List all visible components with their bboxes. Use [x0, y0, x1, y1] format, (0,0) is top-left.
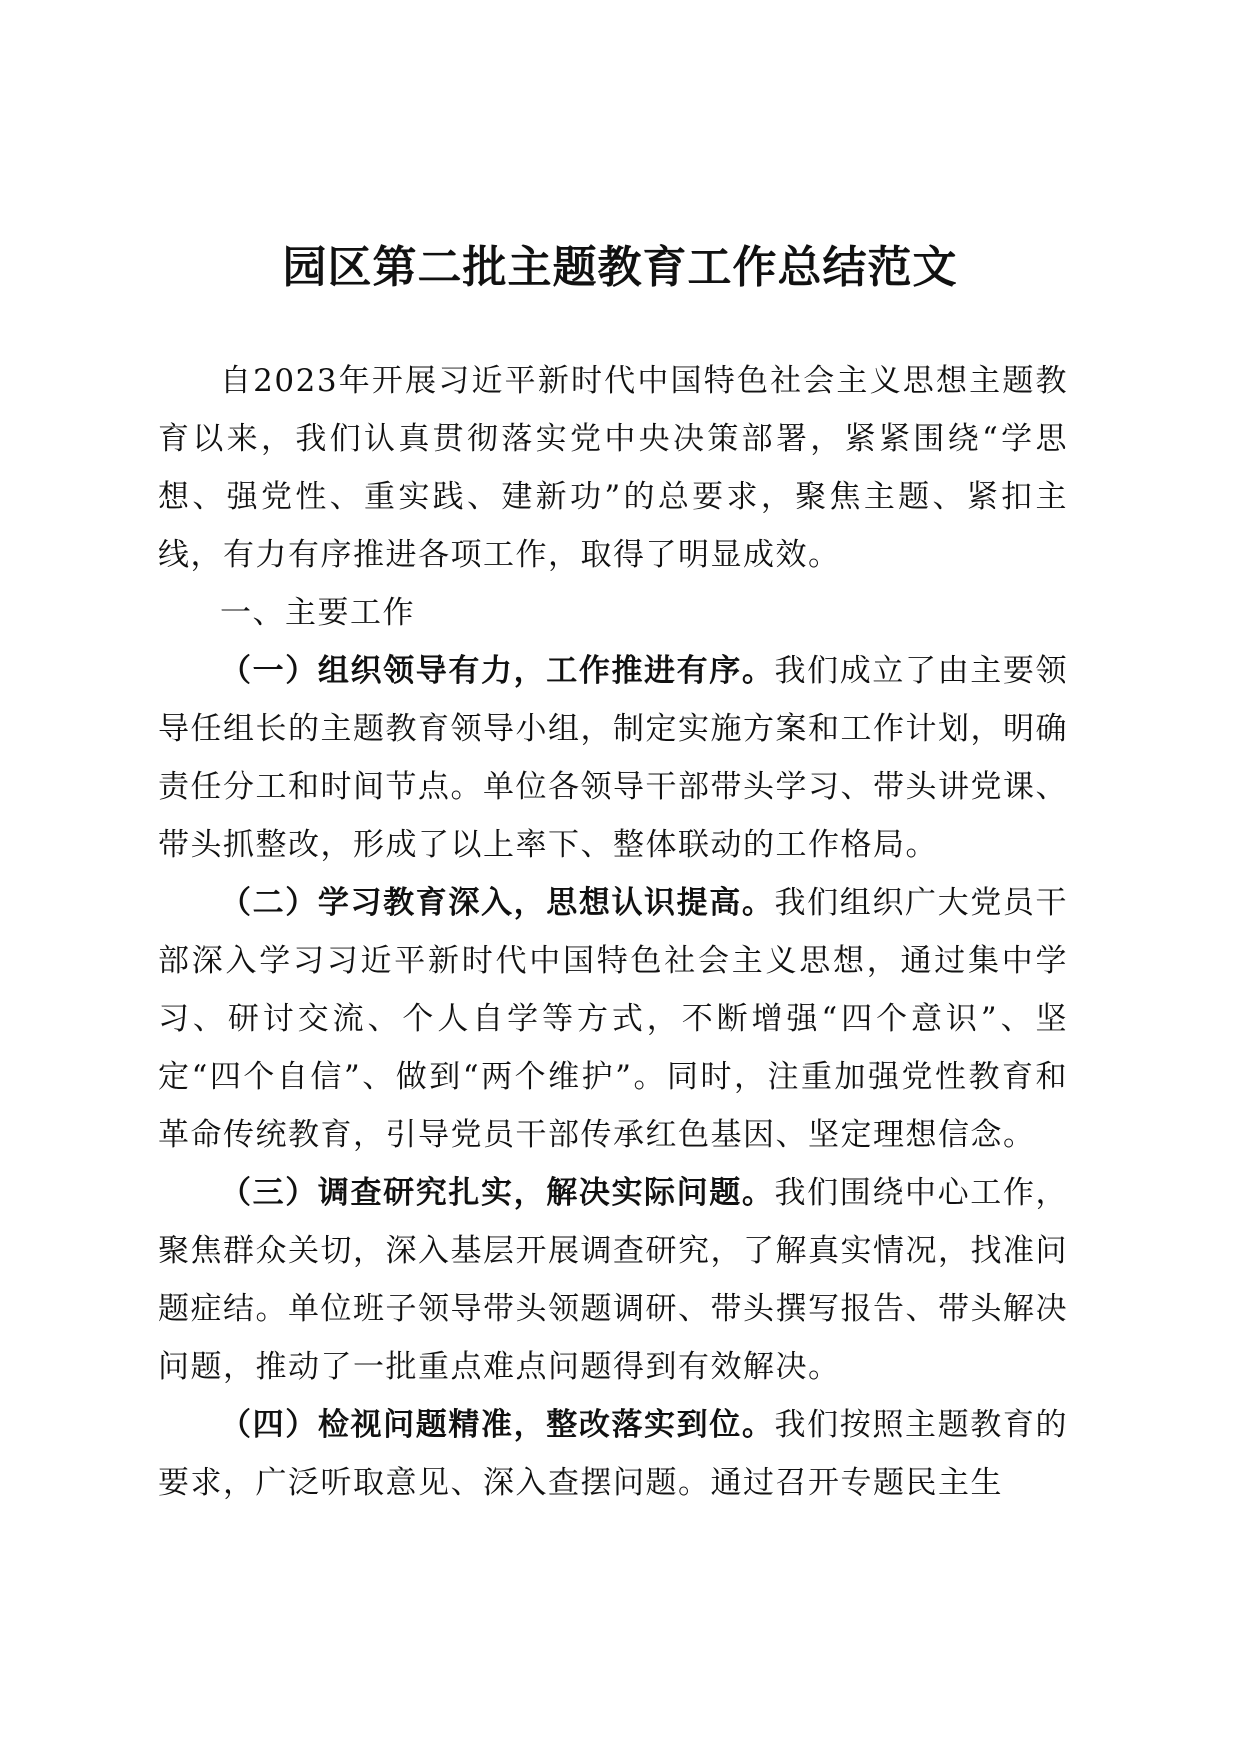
item-lead: （一）组织领导有力，工作推进有序。: [220, 653, 775, 689]
item-text: 我们围绕中心工作，聚焦群众关切，深入基层开展调查研究，了解真实情况，找准问题症结。单位班子领导带头领题调研、带头撰写报告、带头解决问题，推动了一批重点难点问题得到有效解决。: [158, 1175, 1069, 1385]
intro-paragraph: 自2023年开展习近平新时代中国特色社会主义思想主题教育以来，我们认真贯彻落实党中央决策部署，紧紧围绕“学思想、强党性、重实践、建新功”的总要求，聚焦主题、紧扣主线，有力有序推进各项工作，取得了明显成效。: [158, 363, 1068, 573]
document-body: [158, 352, 1068, 1512]
item-text: 我们按照主题教育的要求，广泛听取意见、深入查摆问题。通过召开专题民主生: [158, 1407, 1069, 1501]
item-paragraph-2: [158, 874, 1068, 1164]
item-text: 我们成立了由主要领导任组长的主题教育领导小组，制定实施方案和工作计划，明确责任分工和时间节点。单位各领导干部带头学习、带头讲党课、带头抓整改，形成了以上率下、整体联动的工作格局。: [158, 653, 1069, 863]
item-lead: （二）学习教育深入，思想认识提高。: [220, 885, 775, 921]
item-lead: （四）检视问题精准，整改落实到位。: [220, 1407, 775, 1443]
item-text: 我们组织广大党员干部深入学习习近平新时代中国特色社会主义思想，通过集中学习、研讨交流、个人自学等方式，不断增强“四个意识”、坚定“四个自信”、做到“两个维护”。同时，注重加强党性教育和革命传统教育，引导党员干部传承红色基因、坚定理想信念。: [158, 885, 1069, 1153]
item-paragraph-4: [158, 1396, 1068, 1512]
item-paragraph-1: [158, 642, 1068, 874]
document-title: 园区第二批主题教育工作总结范文: [282, 242, 958, 293]
item-paragraph-3: [158, 1164, 1068, 1396]
section-heading: 一、主要工作: [220, 595, 415, 631]
item-lead: （三）调查研究扎实，解决实际问题。: [220, 1175, 775, 1211]
